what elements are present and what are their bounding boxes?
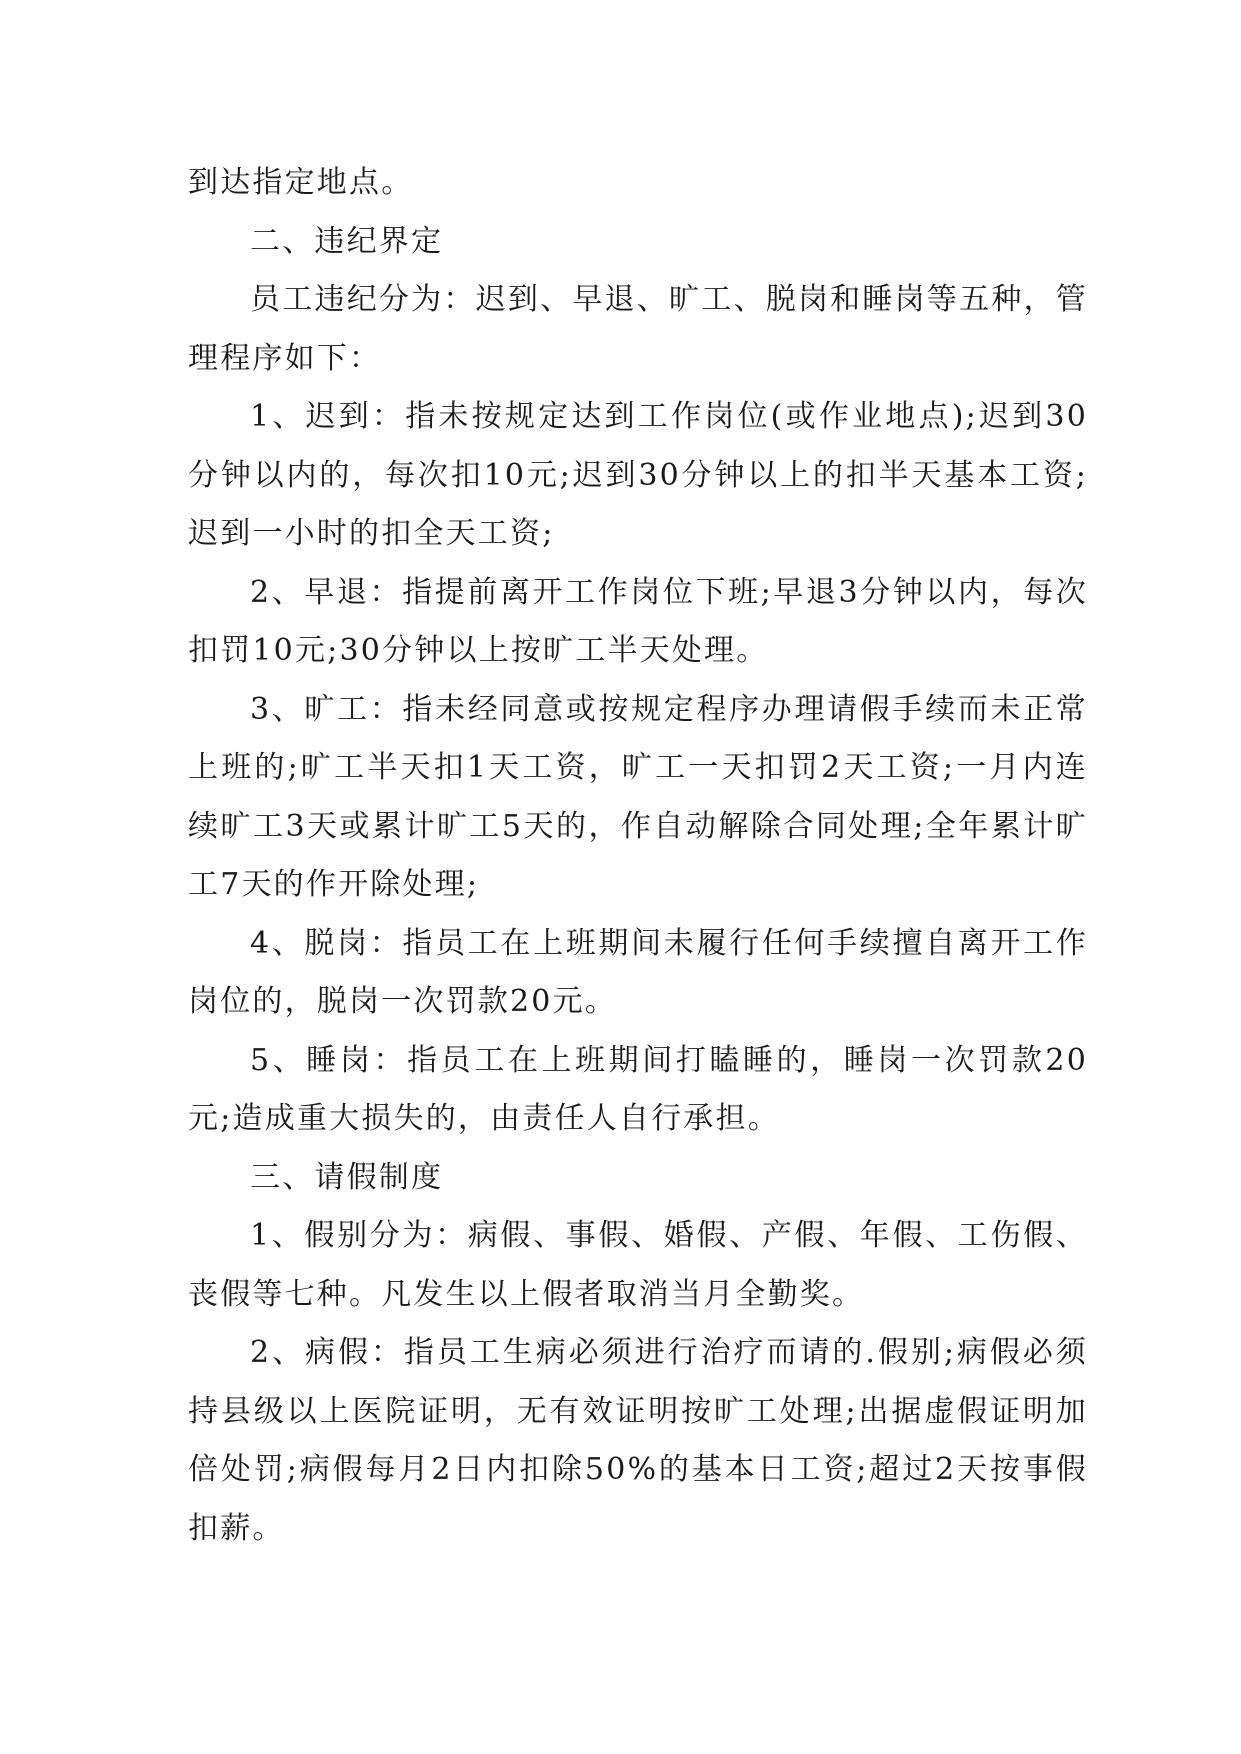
paragraph-discipline-intro: 员工违纪分为：迟到、早退、旷工、脱岗和睡岗等五种，管理程序如下： <box>188 282 1088 376</box>
paragraph-sleeping: 5、睡岗：指员工在上班期间打瞌睡的，睡岗一次罚款20元;造成重大损失的，由责任人自行承担。 <box>188 1042 1088 1136</box>
paragraph-continuation: 到达指定地点。 <box>188 165 414 200</box>
section-heading-leave: 三、请假制度 <box>250 1159 444 1195</box>
section-heading-discipline: 二、违纪界定 <box>250 223 444 259</box>
document-body <box>188 154 1088 1558</box>
paragraph-early-leave: 2、早退：指提前离开工作岗位下班;早退3分钟以内，每次扣罚10元;30分钟以上按旷工半天处理。 <box>188 574 1088 668</box>
paragraph-sick-leave: 2、病假：指员工生病必须进行治疗而请的.假别;病假必须持县级以上医院证明，无有效证明按旷工处理;出据虚假证明加倍处罚;病假每月2日内扣除50%的基本日工资;超过2天按事假扣薪。 <box>188 1335 1088 1546</box>
paragraph-late: 1、迟到：指未按规定达到工作岗位(或作业地点);迟到30分钟以内的，每次扣10元;迟到30分钟以上的扣半天基本工资;迟到一小时的扣全天工资; <box>188 399 1088 551</box>
paragraph-absence: 3、旷工：指未经同意或按规定程序办理请假手续而未正常上班的;旷工半天扣1天工资，旷工一天扣罚2天工资;一月内连续旷工3天或累计旷工5天的，作自动解除合同处理;全年累计旷工7天的作开除处理; <box>188 691 1088 902</box>
paragraph-leave-post: 4、脱岗：指员工在上班期间未履行任何手续擅自离开工作岗位的，脱岗一次罚款20元。 <box>188 925 1088 1019</box>
paragraph-leave-types: 1、假别分为：病假、事假、婚假、产假、年假、工伤假、丧假等七种。凡发生以上假者取消当月全勤奖。 <box>188 1218 1088 1312</box>
